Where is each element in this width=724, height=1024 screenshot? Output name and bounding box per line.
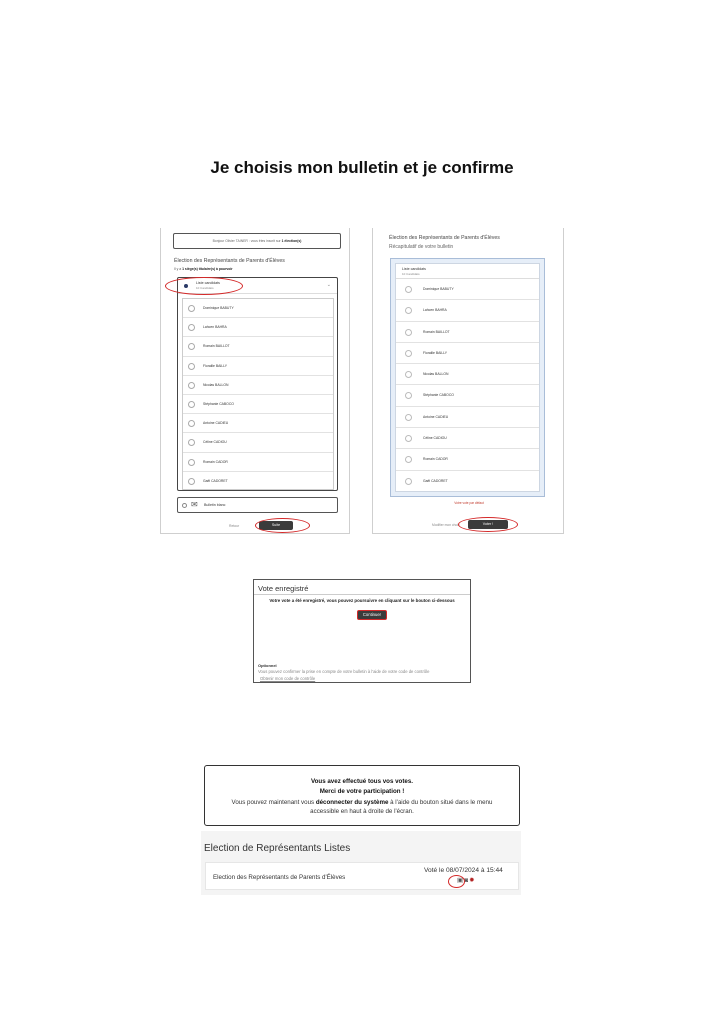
vote-button[interactable]: Voter ! xyxy=(468,520,508,529)
receipt-icon[interactable]: ▣ xyxy=(457,877,464,884)
candidate-radio[interactable] xyxy=(188,382,195,389)
welcome-banner xyxy=(173,233,341,249)
confirmation-message: Votre vote a été enregistré, vous pouvez poursuivre en cliquant sur le bouton ci-dessous xyxy=(269,598,455,603)
candidate-radio[interactable] xyxy=(405,286,412,293)
candidate-name: Antoine CADIEU xyxy=(203,421,229,426)
candidate-name: Lahcen BAHRA xyxy=(423,308,447,313)
envelope-icon: ✉ xyxy=(191,500,198,509)
list-label: Liste candidats xyxy=(196,281,220,285)
candidate-row[interactable] xyxy=(183,357,333,376)
candidate-row[interactable] xyxy=(183,472,333,491)
recap-candidate-names xyxy=(396,279,539,492)
highlight-ring-next xyxy=(255,518,310,533)
recap-list xyxy=(395,263,540,492)
seats-prefix: Il y a xyxy=(174,267,183,271)
candidate-radio[interactable] xyxy=(188,420,195,427)
thanks-line: Merci de votre participation ! xyxy=(319,788,405,795)
next-button[interactable]: Suite xyxy=(259,521,293,530)
candidate-row[interactable] xyxy=(183,395,333,414)
candidate-row[interactable] xyxy=(183,453,333,472)
recap-list-header xyxy=(396,264,539,279)
candidate-name: Céline CADIOU xyxy=(423,436,447,441)
back-link[interactable]: Retour xyxy=(229,524,240,528)
blank-ballot-option[interactable] xyxy=(177,497,338,513)
candidate-row[interactable] xyxy=(396,449,539,470)
candidate-radio[interactable] xyxy=(405,350,412,357)
candidate-radio[interactable] xyxy=(188,478,195,485)
candidate-name: Nicolas BALLON xyxy=(423,372,449,377)
candidate-row[interactable] xyxy=(396,279,539,300)
seats-info xyxy=(174,267,233,271)
candidate-radio[interactable] xyxy=(188,401,195,408)
continue-button[interactable]: Continuer xyxy=(357,610,387,620)
confirm-text: Vous pouvez confirmer la prise en compte de votre bulletin à l'aide de votre code de contrôle xyxy=(258,669,430,674)
recap-title: Récapitulatif de votre bulletin xyxy=(389,244,454,250)
candidate-row[interactable] xyxy=(183,299,333,318)
candidate-row[interactable] xyxy=(396,407,539,428)
list-count: 10 Candidats xyxy=(196,286,214,290)
vote-recorded-screenshot xyxy=(253,579,471,683)
section-heading: Election de Représentants Listes xyxy=(204,843,351,854)
highlight-ring-list xyxy=(165,277,243,295)
list-label: Liste candidats xyxy=(402,267,426,271)
candidate-list-option[interactable] xyxy=(177,277,338,491)
candidate-row[interactable] xyxy=(183,337,333,356)
candidate-row[interactable] xyxy=(396,471,539,492)
candidate-radio[interactable] xyxy=(405,478,412,485)
candidate-names xyxy=(182,298,334,490)
candidate-radio[interactable] xyxy=(188,305,195,312)
page-title: Je choisis mon bulletin et je confirme xyxy=(210,158,514,177)
election-card xyxy=(205,862,519,890)
default-vote-note: Votre vote par défaut xyxy=(454,501,484,505)
candidate-radio[interactable] xyxy=(405,435,412,442)
candidate-name: Floraille BAILLY xyxy=(203,363,228,368)
candidate-name: Gaël CADORET xyxy=(203,478,228,483)
candidate-row[interactable] xyxy=(183,414,333,433)
candidate-row[interactable] xyxy=(396,322,539,343)
logout-prefix: Vous pouvez maintenant vous xyxy=(231,799,316,806)
candidate-name: Dominique BABUTY xyxy=(423,287,454,291)
candidate-radio[interactable] xyxy=(405,392,412,399)
candidate-name: Céline CADIOU xyxy=(203,440,227,445)
candidate-radio[interactable] xyxy=(188,343,195,350)
candidate-name: Stéphanie CABOCO xyxy=(423,393,454,398)
list-count: 10 Candidats xyxy=(402,272,420,276)
candidate-name: Nicolas BALLON xyxy=(203,382,229,387)
seal-icon[interactable]: ✹ xyxy=(469,877,475,884)
voted-timestamp: Voté le 08/07/2024 à 15:44 xyxy=(424,867,503,874)
candidate-radio[interactable] xyxy=(188,439,195,446)
chevron-down-icon[interactable]: ⌄ xyxy=(326,282,331,288)
banner-bold: 1 élection(s) xyxy=(281,239,302,243)
optional-label: Optionnel xyxy=(258,663,277,668)
candidate-row[interactable] xyxy=(183,318,333,337)
banner-text: Bonjour Olivier TAINER : vous êtes inscrit sur xyxy=(212,239,282,243)
logout-suffix: à l'aide du bouton situé dans le menu accessible en haut à droite de l'écran. xyxy=(310,799,493,815)
recap-frame xyxy=(390,258,545,497)
divider xyxy=(254,594,470,595)
candidate-radio[interactable] xyxy=(188,459,195,466)
candidate-row[interactable] xyxy=(396,364,539,385)
candidate-name: Gaël CADORET xyxy=(423,478,448,483)
candidate-row[interactable] xyxy=(396,428,539,449)
seats-bold: 1 siège(s) titulaire(s) à pourvoir xyxy=(182,267,233,271)
candidate-name: Romain CADOR xyxy=(423,457,448,462)
highlight-ring-receipt xyxy=(448,875,465,888)
completion-message-box xyxy=(204,765,520,826)
candidate-radio[interactable] xyxy=(188,363,195,370)
candidate-name: Stéphanie CABOCO xyxy=(203,401,234,406)
completion-line: Vous avez effectué tous vos votes. xyxy=(310,778,413,785)
modify-link[interactable]: Modifier mon choix xyxy=(432,523,460,527)
election-title: Élection des Représentants de Parents d'Élèves xyxy=(174,258,285,264)
candidate-name: Floraille BAILLY xyxy=(423,350,448,355)
blank-radio[interactable] xyxy=(182,503,187,508)
candidate-row[interactable] xyxy=(183,433,333,452)
candidate-radio[interactable] xyxy=(405,307,412,314)
candidate-radio[interactable] xyxy=(405,371,412,378)
candidate-row[interactable] xyxy=(396,343,539,364)
blank-label: Bulletin blanc xyxy=(204,503,226,507)
candidate-name: Romain CADOR xyxy=(203,459,228,464)
document-icon[interactable]: ◙ xyxy=(464,877,469,884)
candidate-radio[interactable] xyxy=(405,329,412,336)
candidate-name: Romain BAILLOT xyxy=(423,329,450,334)
candidate-name: Romain BAILLOT xyxy=(203,344,230,349)
candidate-name: Antoine CADIEU xyxy=(423,414,449,419)
ballot-recap-screenshot xyxy=(372,228,564,534)
logout-instructions xyxy=(205,798,519,816)
control-code-link[interactable]: Obtenir mon code de contrôle xyxy=(260,676,316,681)
election-title: Élection des Représentants de Parents d'Élèves xyxy=(389,235,500,241)
ballot-selection-screenshot xyxy=(160,228,350,534)
highlight-ring-vote xyxy=(458,517,518,532)
votes-complete-screenshot xyxy=(201,765,521,895)
candidate-row[interactable] xyxy=(183,376,333,395)
election-name: Election des Représentants de Parents d'Élèves xyxy=(213,874,346,881)
candidate-row[interactable] xyxy=(396,385,539,406)
candidate-radio[interactable] xyxy=(405,414,412,421)
logout-bold: déconnecter du système xyxy=(315,799,389,806)
candidate-name: Lahcen BAHRA xyxy=(203,325,227,330)
candidate-radio[interactable] xyxy=(405,456,412,463)
candidate-radio[interactable] xyxy=(188,324,195,331)
candidate-name: Dominique BABUTY xyxy=(203,306,234,310)
candidate-row[interactable] xyxy=(396,300,539,321)
dialog-title: Vote enregistré xyxy=(258,584,309,593)
